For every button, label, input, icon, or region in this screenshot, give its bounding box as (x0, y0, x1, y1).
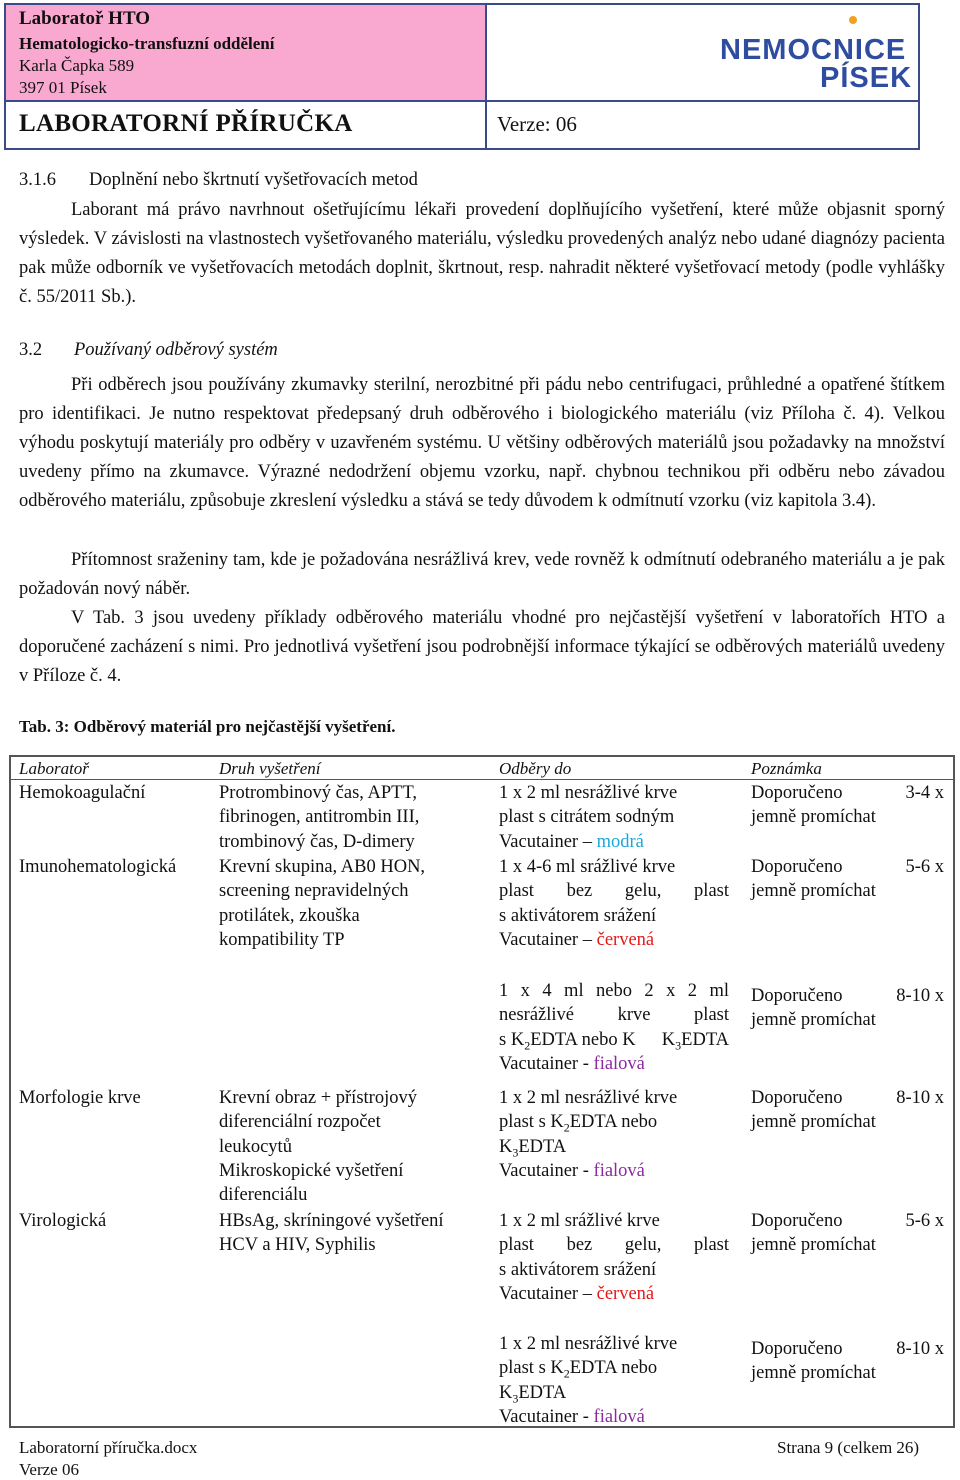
table-cell-exam: Protrombinový čas, APTT, fibrinogen, antitrombin III, trombinový čas, D-dimery (219, 783, 420, 852)
table-cell-tube: 1 x 4-6 ml srážlivé krve plast bez gelu, plast s aktivátorem srážení Vacutainer – červená (499, 857, 729, 950)
header-divider-vertical (485, 5, 487, 148)
section-32-title: Používaný odběrový systém (74, 340, 278, 360)
logo-hospital-name: NEMOCNICE (720, 34, 907, 66)
manual-title: LABORATORNÍ PŘÍRUČKA (19, 110, 353, 137)
table-cell-exam: Krevní skupina, AB0 HON, screening nepravidelných protilátek, zkouška kompatibility TP (219, 857, 426, 950)
table-caption: Tab. 3: Odběrový materiál pro nejčastější vyšetření. (19, 717, 396, 736)
document-version: Verze: 06 (497, 112, 577, 136)
table-header-tube: Odběry do (499, 759, 572, 778)
section-32-para3: V Tab. 3 jsou uvedeny příklady odběrového materiálu vhodné pro nejčastější vyšetření v laboratořích HTO a doporučené zacházení s nimi. Pro jednotlivá vyšetření jsou podrobnější informace týkající se odběrových materiálů uvedeny v Příloze č. 4. (19, 608, 945, 686)
table-cell-lab: Imunohematologická (19, 857, 177, 877)
lab-street: Karla Čapka 589 (19, 56, 135, 75)
table-cell-tube: 1 x 4 ml nebo 2 x 2 ml nesrážlivé krve plast s $K_2EDTA$ nebo K $K_3EDTA$ Vacutainer - fialová (499, 981, 729, 1074)
table-cell-lab: Virologická (19, 1211, 107, 1231)
table-cell-tube: 1 x 2 ml nesrážlivé krve plast s $K_2EDTA$ nebo $K_3EDTA$ Vacutainer - fialová (499, 1334, 678, 1427)
lab-title: Laboratoř HTO (19, 8, 151, 29)
footer-filename: Laboratorní příručka.docx (19, 1438, 198, 1457)
header-divider-horizontal (6, 100, 918, 102)
section-32-para1: Při odběrech jsou používány zkumavky sterilní, nerozbitné při pádu nebo centrifugaci, průhledné a opatřené štítkem pro identifikaci. Je nutno respektovat předepsaný druh odběrového i biologického materiálu (viz Příloha č. 4). Velkou výhodu poskytují materiály pro odběry v uzavřeném systému. U většiny odběrových materiálů jsou požadavky na množství uvedeny přímo na zkumavce. Výrazné nedodržení objemu vzorku, např. chybnou technikou při odběru nebo závadou odběrového materiálu, způsobuje zkreslení výsledku a stává se tedy důvodem k odmítnutí vzorku (viz kapitola 3.4). (19, 375, 945, 511)
footer-version: Verze 06 (19, 1460, 79, 1479)
table-cell-tube: 1 x 2 ml nesrážlivé krve plast s $K_2EDTA$ nebo $K_3EDTA$ Vacutainer - fialová (499, 1088, 678, 1181)
section-316-text: Laborant má právo navrhnout ošetřujícímu lékaři provedení doplňujícího vyšetření, které může objasnit sporný výsledek. V závislosti na vlastnostech vyšetřovaného materiálu, výsledku provedených analýz nebo udané diagnózy pacienta pak může odborník ve vyšetřovacích metodách doplnit, škrtnout, resp. nahradit některé vyšetřovací metody (podle vyhlášky č. 55/2011 Sb.). (19, 200, 945, 307)
table-cell-exam: Krevní obraz + přístrojový diferenciální rozpočet leukocytů Mikroskopické vyšetření diferenciálu (219, 1088, 417, 1206)
table-header-lab: Laboratoř (19, 759, 89, 778)
table-cell-note: Doporučeno 3-4 x jemně promíchat (751, 783, 944, 828)
table-header-exam: Druh vyšetření (219, 759, 321, 778)
table-cell-exam: HBsAg, skríningové vyšetření HCV a HIV, Syphilis (219, 1211, 444, 1256)
logo-city-name: PÍSEK (820, 62, 913, 94)
table-cell-note: Doporučeno 5-6 x jemně promíchat (751, 857, 944, 902)
table-header-rule (11, 779, 953, 780)
table-header-note: Poznámka (751, 759, 822, 778)
section-32-para2: Přítomnost sraženiny tam, kde je požadována nesrážlivá krev, vede rovněž k odmítnutí odebraného materiálu a je pak požadován nový náběr. (19, 550, 945, 599)
logo-sun-icon (846, 13, 860, 27)
table-cell-lab: Hemokoagulační (19, 783, 146, 803)
table-cell-note: Doporučeno 8-10 x jemně promíchat (751, 1088, 944, 1133)
table-cell-lab: Morfologie krve (19, 1088, 141, 1108)
section-32-number: 3.2 (19, 340, 43, 360)
lab-city: 397 01 Písek (19, 78, 107, 97)
table-cell-note: Doporučeno 5-6 x jemně promíchat (751, 1211, 944, 1256)
table-cell-note: Doporučeno 8-10 x jemně promíchat (751, 986, 944, 1031)
section-316-number: 3.1.6 (19, 170, 56, 190)
table-cell-tube: 1 x 2 ml nesrážlivé krve plast s citrátem sodným Vacutainer – modrá (499, 783, 678, 852)
table-cell-note: Doporučeno 8-10 x jemně promíchat (751, 1339, 944, 1384)
section-316-title: Doplnění nebo škrtnutí vyšetřovacích metod (89, 170, 418, 190)
footer-page-number: Strana 9 (celkem 26) (777, 1438, 920, 1457)
lab-department: Hematologicko-transfuzní oddělení (19, 34, 275, 53)
table-cell-tube: 1 x 2 ml srážlivé krve plast bez gelu, plast s aktivátorem srážení Vacutainer – červená (499, 1211, 729, 1304)
